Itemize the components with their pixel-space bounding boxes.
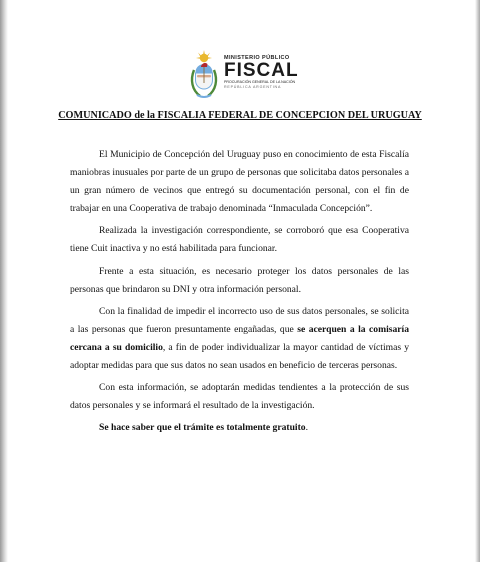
ribbon [197,95,211,97]
ministerio-publico-fiscal-logo [188,50,298,100]
paragraph-2: Realizada la investigación correspondiente, se corroboró que esa Cooperativa tiene Cuit inactiva y no está habilitada para funcionar. [70,225,409,255]
phrygian-cap [201,63,208,67]
paragraph-6-period: . [305,422,308,434]
paragraph-5: Con esta información, se adoptarán medidas tendientes a la protección de sus datos personales y se informará el resultado de la investigación. [70,382,409,412]
page-edge-shadow-left [0,0,8,562]
paragraph-6-emphasis: Se hace saber que el trámite es totalmente gratuito [99,422,306,434]
paragraph-3: Frente a esta situación, es necesario proteger los datos personales de las personas que brindaron su DNI y otra información personal. [70,265,409,295]
sun-rays [196,50,212,62]
paragraph-4 [70,303,409,375]
logo-fiscal: FISCAL [224,60,299,81]
document-body [70,146,409,441]
document-title: COMUNICADO de la FISCALIA FEDERAL DE CONCEPCION DEL URUGUAY [58,110,422,121]
paragraph-4-emphasis: se acerquen a la comisaría cercana a su domicilio [70,323,409,353]
logo-ministerio-publico: MINISTERIO PÚBLICO [224,55,290,61]
logo-text [224,55,299,89]
paragraph-4-start: Con la finalidad de impedir el incorrecto uso de sus datos personales, se solicita a las personas que fueron presuntamente engañadas, que [70,305,409,335]
logo-procuracion: PROCURACIÓN GENERAL DE LA NACIÓN [224,80,296,84]
paragraph-4-end: , a fin de poder individualizar la mayor cantidad de víctimas y adoptar medidas para que sus datos no sean usados en beneficio de terceras personas. [70,341,409,372]
paragraph-1: El Municipio de Concepción del Uruguay puso en conocimiento de esta Fiscalía maniobras inusuales por parte de un grupo de personas que solicitaba datos personales a un gran número de vecinos que entregó su documentación personal, con el fin de trabajar en una Cooperativa de trabajo denominada “Inmaculada Concepción”. [70,149,409,215]
page-edge-shadow-right [475,0,480,562]
argentine-coat-of-arms-icon [188,50,220,100]
logo-republica: REPÚBLICA ARGENTINA [224,85,282,89]
paragraph-6 [70,419,409,437]
